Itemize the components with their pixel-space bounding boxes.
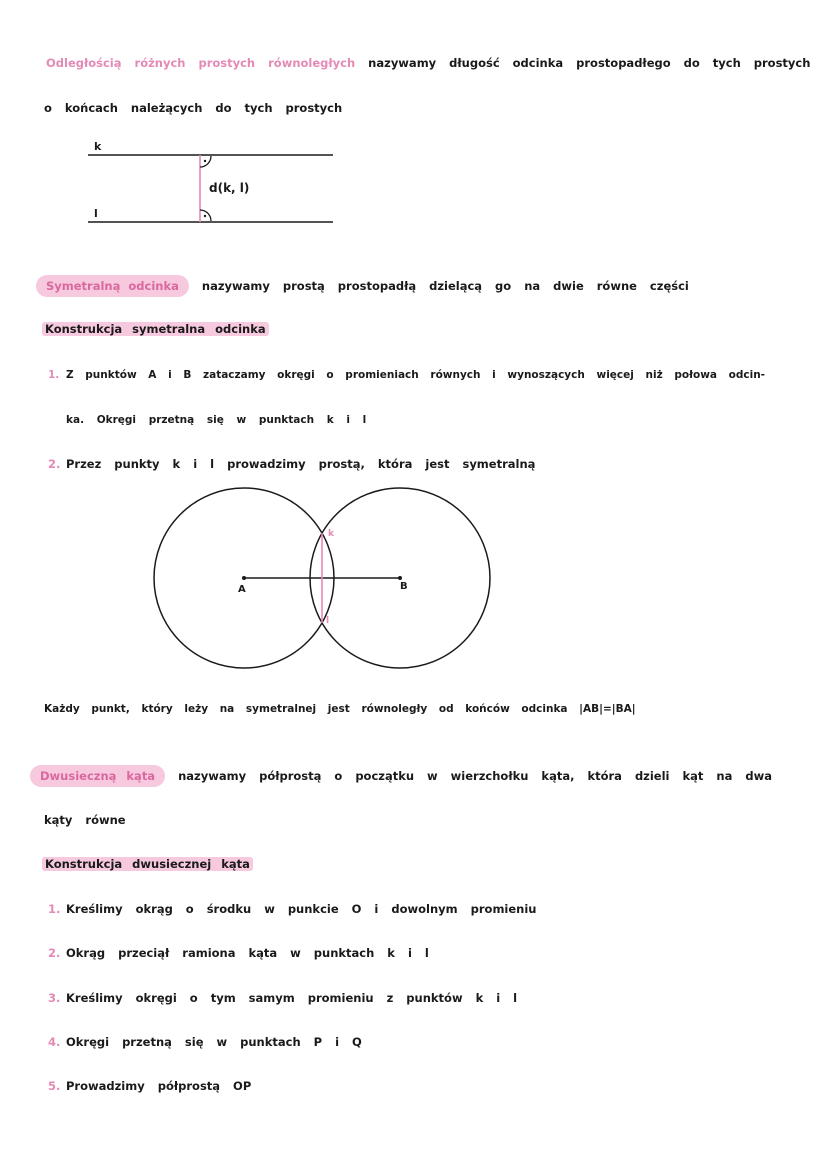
- construction-angle-bisector-title: Konstrukcja dwusiecznej kąta: [42, 857, 253, 871]
- step-number: 2.: [48, 946, 61, 960]
- construction-bisector-title: Konstrukcja symetralna odcinka: [42, 322, 269, 336]
- right-angle-dot-bottom: [204, 215, 206, 217]
- bisector-step-2: [48, 456, 828, 472]
- label-l: l: [94, 207, 98, 220]
- label-B: B: [400, 581, 408, 592]
- step-number: 1.: [48, 902, 61, 916]
- step-number: 3.: [48, 991, 61, 1005]
- definition-angle-bisector-line2: kąty równe: [44, 813, 126, 827]
- angle-step-1: [48, 901, 828, 917]
- label-l-intersection: l: [326, 616, 330, 626]
- step-text: Przez punkty k i l prowadzimy prostą, która jest symetralną: [66, 457, 536, 471]
- step-text: Kreślimy okrąg o środku w punkcie O i dowolnym promieniu: [66, 902, 537, 916]
- angle-step-3: [48, 990, 828, 1006]
- label-A: A: [238, 584, 246, 595]
- step-number: 1.: [48, 369, 60, 381]
- definition-distance-text: nazywamy długość odcinka prostopadłego do tych prostych: [368, 56, 811, 70]
- label-k: k: [94, 140, 102, 153]
- distance-label: d(k, l): [209, 181, 250, 195]
- bisector-step-1-cont: ka. Okręgi przetną się w punktach k i l: [66, 414, 367, 426]
- step-number: 4.: [48, 1035, 61, 1049]
- step-text: Prowadzimy półprostą OP: [66, 1079, 252, 1093]
- point-A: [242, 576, 246, 580]
- step-text: Okręgi przetną się w punktach P i Q: [66, 1035, 362, 1049]
- term-distance: Odległością różnych prostych równoległych: [46, 56, 356, 70]
- angle-step-5: [48, 1078, 828, 1094]
- step-text: Z punktów A i B zataczamy okręgi o promieniach równych i wynoszących więcej niż połowa odcin-: [66, 369, 766, 381]
- step-text: Kreślimy okręgi o tym samym promieniu z punktów k i l: [66, 991, 518, 1005]
- construction-bisector-title-line: [42, 321, 828, 337]
- definition-angle-bisector-line1: [30, 765, 828, 787]
- bisector-note: Każdy punkt, który leży na symetralnej jest równoległy od końców odcinka |AB|=|BA|: [44, 703, 636, 715]
- definition-distance-line2: o końcach należących do tych prostych: [44, 101, 343, 115]
- point-B: [398, 576, 402, 580]
- right-angle-dot-top: [204, 160, 206, 162]
- construction-angle-bisector-title-line: [42, 856, 828, 872]
- term-bisector: Symetralną odcinka: [36, 275, 189, 297]
- definition-angle-bisector-text: nazywamy półprostą o początku w wierzchołku kąta, która dzieli kąt na dwa: [178, 769, 772, 783]
- term-angle-bisector: Dwusieczną kąta: [30, 765, 165, 787]
- angle-step-4: [48, 1034, 828, 1050]
- angle-step-2: [48, 945, 828, 961]
- label-k-intersection: k: [328, 529, 334, 539]
- definition-bisector-text: nazywamy prostą prostopadłą dzielącą go na dwie równe części: [201, 279, 689, 293]
- step-number: 5.: [48, 1079, 61, 1093]
- definition-bisector-line: [36, 275, 828, 297]
- step-number: 2.: [48, 457, 61, 471]
- bisector-step-1: [48, 367, 828, 383]
- step-text: Okrąg przeciął ramiona kąta w punktach k i l: [66, 946, 429, 960]
